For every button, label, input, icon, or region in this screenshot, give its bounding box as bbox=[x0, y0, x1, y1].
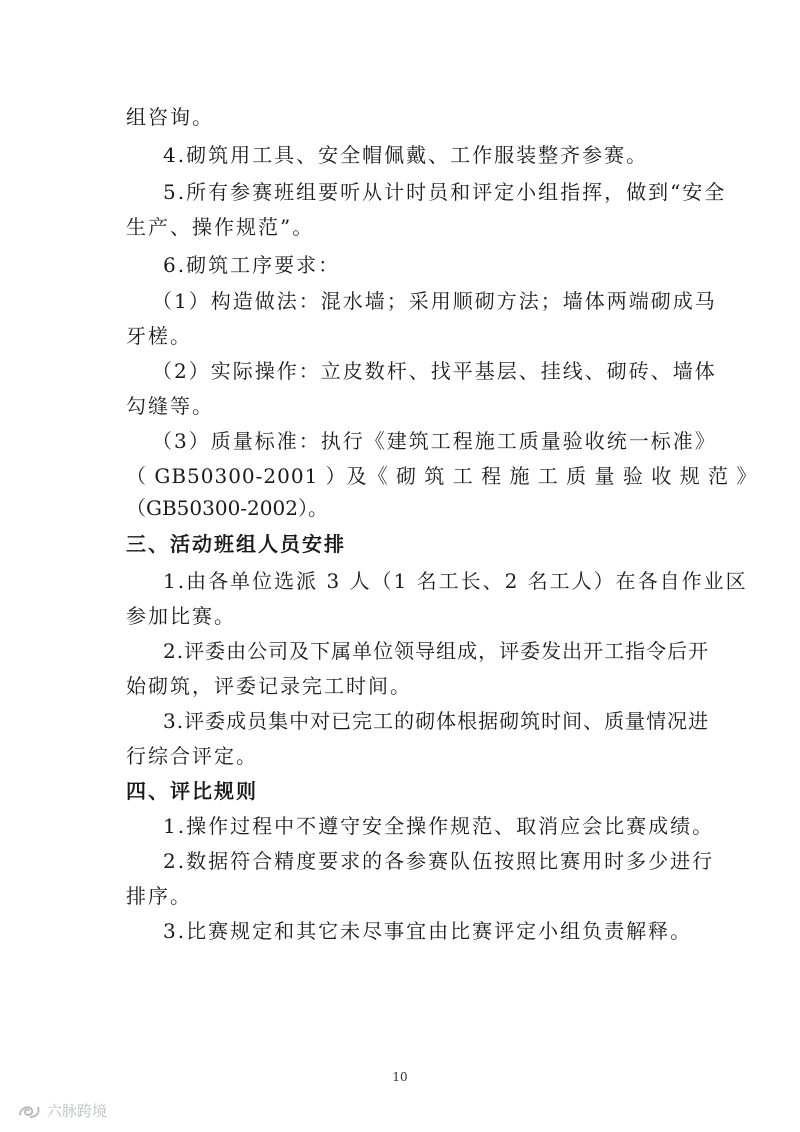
arrangement-item-3: 3.评委成员集中对已完工的砌体根据砌筑时间、质量情况进 bbox=[163, 709, 710, 733]
scoring-rule-3: 3.比赛规定和其它未尽事宜由比赛评定小组负责解释。 bbox=[163, 919, 693, 943]
sub-item-3-cont2: （GB50300-2002）。 bbox=[126, 496, 328, 520]
scoring-rule-2: 2.数据符合精度要求的各参赛队伍按照比赛用时多少进行 bbox=[163, 849, 715, 873]
scoring-rule-2-cont: 排序。 bbox=[126, 884, 192, 908]
arrangement-item-1: 1.由各单位选派 3 人（1 名工长、2 名工人）在各自作业区 bbox=[163, 569, 748, 593]
swirl-logo-icon bbox=[16, 1101, 42, 1121]
section-heading-3: 三、活动班组人员安排 bbox=[126, 532, 346, 556]
page-number: 10 bbox=[392, 1070, 408, 1084]
scoring-rule-1: 1.操作过程中不遵守安全操作规范、取消应会比赛成绩。 bbox=[163, 814, 715, 838]
sub-item-1-cont: 牙槎。 bbox=[126, 324, 192, 348]
rule-item-5-cont: 生产、操作规范”。 bbox=[126, 215, 315, 239]
arrangement-item-2-cont: 始砌筑，评委记录完工时间。 bbox=[126, 674, 412, 698]
paragraph-continuation: 组咨询。 bbox=[126, 105, 214, 129]
rule-item-4: 4.砌筑用工具、安全帽佩戴、工作服装整齐参赛。 bbox=[163, 143, 649, 167]
sub-item-2-cont: 勾缝等。 bbox=[126, 394, 214, 418]
section-heading-4: 四、评比规则 bbox=[126, 779, 258, 803]
sub-item-1: （1）构造做法：混水墙；采用顺砌方法；墙体两端砌成马 bbox=[152, 289, 717, 313]
rule-item-6: 6.砌筑工序要求： bbox=[163, 253, 341, 277]
watermark bbox=[16, 1100, 107, 1121]
sub-item-2: （2）实际操作：立皮数杆、找平基层、挂线、砌砖、墙体 bbox=[152, 359, 717, 383]
arrangement-item-1-cont: 参加比赛。 bbox=[126, 604, 236, 628]
arrangement-item-3-cont: 行综合评定。 bbox=[126, 744, 258, 768]
rule-item-5: 5.所有参赛班组要听从计时员和评定小组指挥，做到“安全 bbox=[163, 180, 727, 204]
sub-item-3-cont: （ GB50300-2001 ）及《 砌 筑 工 程 施 工 质 量 验 收 规 范 》 bbox=[126, 464, 758, 488]
watermark-text: 六脉跨境 bbox=[47, 1102, 108, 1120]
sub-item-3: （3）质量标准：执行《建筑工程施工质量验收统一标准》 bbox=[152, 429, 717, 453]
arrangement-item-2: 2.评委由公司及下属单位领导组成，评委发出开工指令后开 bbox=[163, 639, 710, 663]
